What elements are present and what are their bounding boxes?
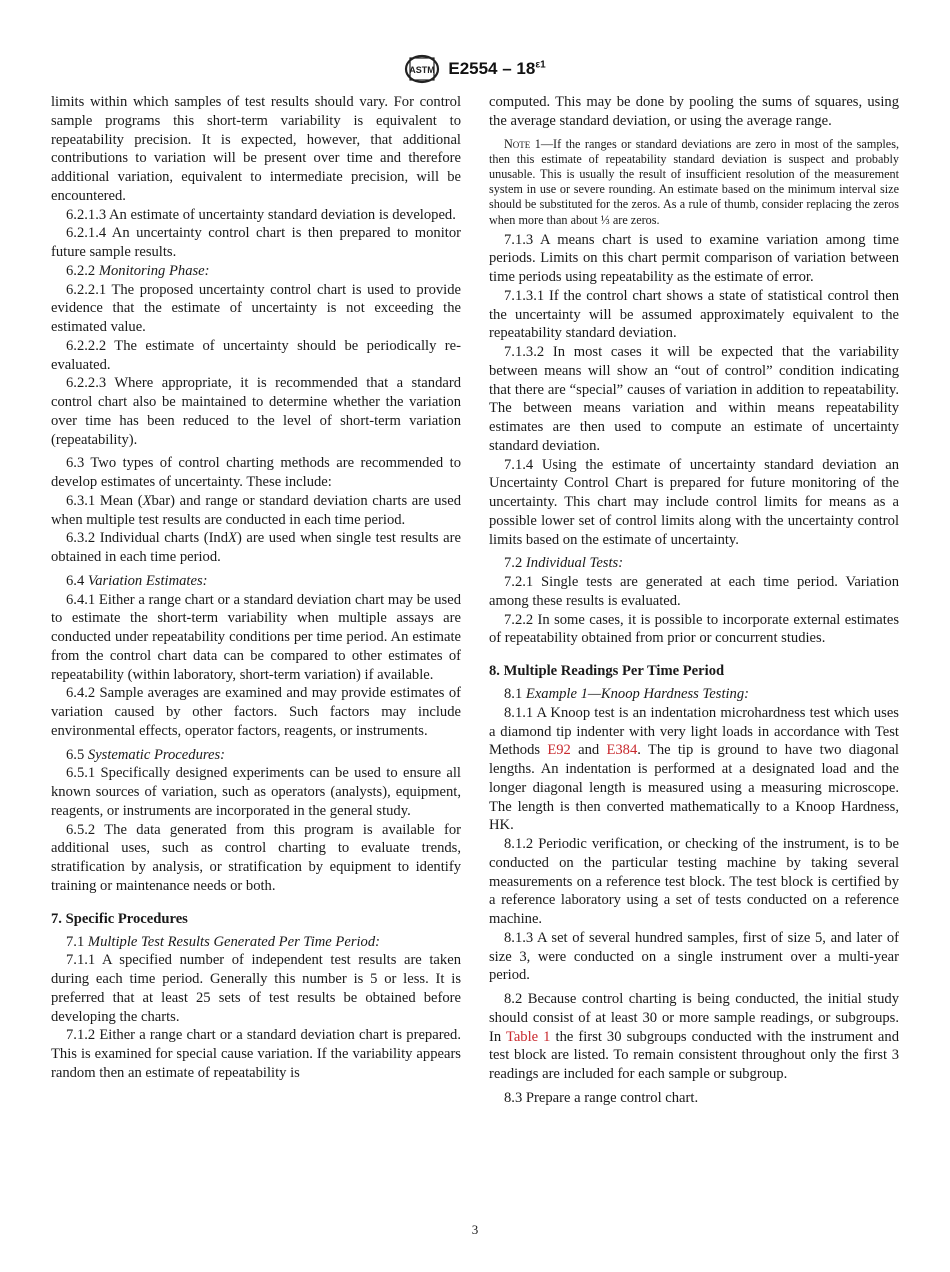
paragraph: 8.3 Prepare a range control chart. — [504, 1089, 699, 1106]
paragraph: 7.1.3.2 In most cases it will be expected that the variability between means will show an “out of control” condition indicating that there are “special” causes of variation in addition to repeatability. The between means variation and within means repeatability estimates are then used to compute an estimate of uncertainty standard deviation. — [489, 344, 899, 454]
right-column — [489, 93, 899, 1108]
note-label: Note 1 — [504, 136, 541, 151]
link-e92[interactable]: E92 — [547, 742, 571, 759]
paragraph: 6.2.2 Monitoring Phase: — [66, 262, 210, 279]
page-header — [0, 52, 950, 86]
link-table-1[interactable]: Table 1 — [505, 1028, 551, 1045]
section-heading: 8. Multiple Readings Per Time Period — [489, 663, 725, 680]
paragraph: 6.2.1.4 An uncertainty control chart is then prepared to monitor future sample results. — [51, 225, 461, 260]
paragraph: 6.2.2.3 Where appropriate, it is recommended that a standard control chart also be maintained to determine whether the variation over time has been reduced to the level of short-term variation (repeatability). — [51, 375, 461, 448]
astm-logo-icon — [404, 53, 440, 85]
paragraph: 6.4.2 Sample averages are examined and may provide estimates of variation caused by other factors. Such factors may include environmental effects, operator factors, reagents, or instruments. — [51, 685, 461, 739]
paragraph: computed. This may be done by pooling the sums of squares, using the average standard deviation, or using the average range. — [489, 94, 899, 129]
paragraph: 7.1.3.1 If the control chart shows a state of statistical control then the uncertainty will be assumed approximately equivalent to the repeatability standard deviation. — [489, 287, 899, 342]
section-heading: 7. Specific Procedures — [51, 910, 188, 927]
paragraph: 6.5 Systematic Procedures: — [66, 746, 226, 763]
paragraph: 8.1.3 A set of several hundred samples, first of size 5, and later of size 3, were conducted on a single instrument over a multi-year period. — [489, 929, 899, 984]
paragraph: 6.4 Variation Estimates: — [66, 572, 208, 589]
paragraph: 6.3 Two types of control charting methods are recommended to develop estimates of uncertainty. These include: — [51, 455, 461, 490]
paragraph: 6.5.1 Specifically designed experiments can be used to ensure all known sources of variation, such as operators (analysts), equipment, reagents, or instruments are incorporated in the general study. — [51, 765, 461, 819]
paragraph: 7.1 Multiple Test Results Generated Per Time Period: — [66, 933, 381, 950]
paragraph: 6.2.2.2 The estimate of uncertainty should be periodically re-evaluated. — [51, 337, 461, 373]
paragraph: 6.5.2 The data generated from this program is available for additional uses, such as control charting to evaluate trends, stratification by analysis, or stratification by equipment to identify training or maintenance needs or both. — [51, 821, 461, 894]
paragraph: 6.4.1 Either a range chart or a standard deviation chart may be used to estimate the short-term variability when multiple assays are conducted under repeatability conditions per time period. An estimate from the control chart data can be compared to other estimates of repeatability (within laboratory, short-term variation) if available. — [51, 591, 461, 683]
left-column — [51, 93, 461, 1083]
page-number: 3 — [471, 1222, 479, 1237]
paragraph: 8.1.2 Periodic verification, or checking of the instrument, is to be conducted on the particular testing machine by taking several measurements on a reference test block. The test block is certified by a reference laboratory using a set of tests conducted on a reference machine. — [489, 836, 899, 928]
document-designation: $E2554 - 18^{\varepsilon 1}$ — [448, 59, 546, 78]
paragraph: 6.3.2 Individual charts (IndX) are used when single test results are obtained in each time period. — [51, 530, 461, 565]
paragraph: 7.1.2 Either a range chart or a standard deviation chart is prepared. This is examined for special cause variation. If the variability appears random then an estimate of repeatability is — [51, 1027, 461, 1081]
paragraph: 8.1 Example 1—Knoop Hardness Testing: — [504, 686, 750, 703]
paragraph: 6.2.1.3 An estimate of uncertainty standard deviation is developed. — [66, 206, 456, 223]
svg-text:ASTM: ASTM — [409, 65, 436, 75]
designation-superscript: ε1 — [535, 59, 546, 71]
link-e384[interactable]: E384 — [606, 742, 638, 759]
paragraph: 7.2.2 In some cases, it is possible to incorporate external estimates of repeatability obtained from prior or concurrent studies. — [489, 611, 899, 647]
paragraph: 6.3.1 Mean (Xbar) and range or standard deviation charts are used when multiple test results are conducted in each time period. — [51, 492, 461, 528]
paragraph: 7.1.1 A specified number of independent test results are taken during each time period. Generally this number is 5 or less. It is preferred that at least 25 sets of test results be obtained before developing the charts. — [51, 952, 461, 1025]
paragraph: 7.2 Individual Tests: — [504, 555, 624, 572]
paragraph: limits within which samples of test results should vary. For control sample programs this short-term variability is equivalent to repeatability precision. It is expected, however, that additional contributions to variation will be present over time and therefore additional variation, equivalent to intermediate precision, will be encountered. — [51, 94, 461, 204]
paragraph: 7.1.3 A means chart is used to examine variation among time periods. Limits on this chart permit comparison of variation between time periods using repeatability as the estimate of error. — [489, 231, 899, 286]
paragraph: 6.2.2.1 The proposed uncertainty control chart is used to provide evidence that the estimate of uncertainty is not exceeding the estimated value. — [51, 281, 461, 335]
paragraph: 8.2 Because control charting is being conducted, the initial study should consist of at least 30 or more sample readings, or subgroups. In Table 1 the first 30 subgroups conducted with the instrument and test block are listed. To remain consistent throughout only the first 3 readings are included for each sample or subgroup. — [489, 991, 899, 1083]
note: Note 1—If the ranges or standard deviations are zero in most of the samples, then this estimate of repeatability standard deviation is suspect and probably unusable. This is usually the result of insufficient resolution of the measurement system in use or severe rounding. An estimate based on the minimum interval size should be substituted for the zeros. As a rule of thumb, consider replacing the zeros when more than about ⅓ are zeros. — [489, 136, 899, 227]
paragraph: 7.1.4 Using the estimate of uncertainty standard deviation an Uncertainty Control Chart is prepared for future monitoring of the uncertainty. This chart may include control limits for means as a possible lower set of control limits along with the uncertainty control limits based on the estimate of uncertainty. — [489, 456, 899, 548]
paragraph: 7.2.1 Single tests are generated at each time period. Variation among these results is evaluated. — [489, 574, 899, 609]
paragraph: 8.1.1 A Knoop test is an indentation microhardness test which uses a diamond tip indenter with very light loads in accordance with Test Methods E92 and E384. The tip is ground to have two diagonal lengths. An indentation is performed at a designated load and the longer diagonal length is measured using a measuring microscope. The length is then converted mathematically to a Knoop Hardness, HK. — [489, 704, 899, 834]
